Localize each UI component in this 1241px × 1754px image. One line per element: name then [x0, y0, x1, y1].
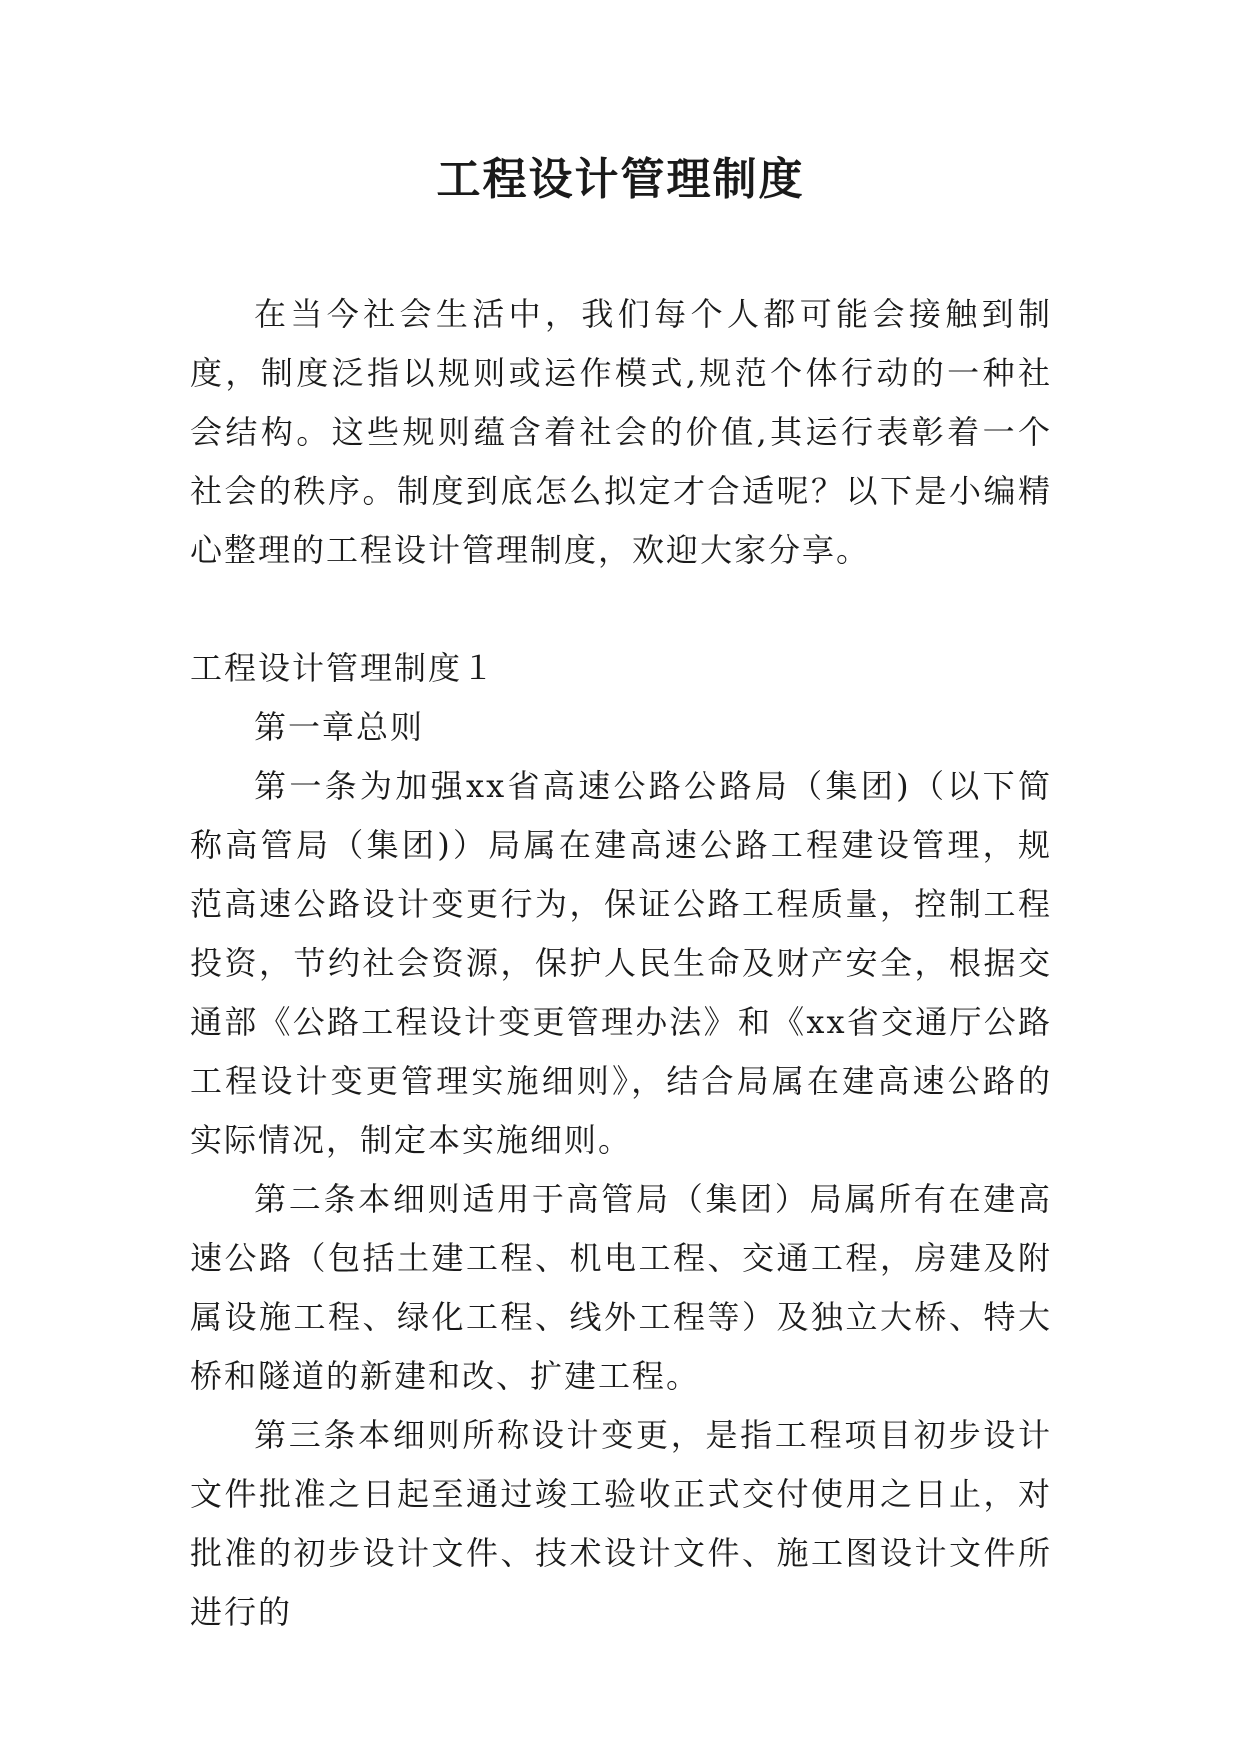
paragraph-gap [190, 580, 1052, 639]
article-paragraph: 第一条为加强xx省高速公路公路局（集团)（以下简称高管局（集团)）局属在建高速公路工程建设管理，规范高速公路设计变更行为，保证公路工程质量，控制工程投资，节约社会资源，保护人民生命及财产安全，根据交通部《公路工程设计变更管理办法》和《xx省交通厅公路工程设计变更管理实施细则》，结合局属在建高速公路的实际情况，制定本实施细则。 [190, 767, 1052, 1159]
article-paragraph: 第三条本细则所称设计变更，是指工程项目初步设计文件批准之日起至通过竣工验收正式交付使用之日止，对批准的初步设计文件、技术设计文件、施工图设计文件所进行的 [190, 1416, 1052, 1631]
article-paragraph: 第二条本细则适用于高管局（集团）局属所有在建高速公路（包括土建工程、机电工程、交通工程，房建及附属设施工程、绿化工程、线外工程等）及独立大桥、特大桥和隧道的新建和改、扩建工程。 [190, 1180, 1052, 1395]
chapter-heading: 第一章总则 [254, 708, 425, 746]
intro-paragraph: 在当今社会生活中，我们每个人都可能会接触到制度，制度泛指以规则或运作模式,规范个体行动的一种社会结构。这些规则蕴含着社会的价值,其运行表彰着一个社会的秩序。制度到底怎么拟定才合适呢？以下是小编精心整理的工程设计管理制度，欢迎大家分享。 [190, 295, 1052, 569]
document-title: 工程设计管理制度 [436, 154, 805, 205]
document-body [190, 285, 1052, 1642]
section-heading: 工程设计管理制度１ [190, 649, 497, 687]
